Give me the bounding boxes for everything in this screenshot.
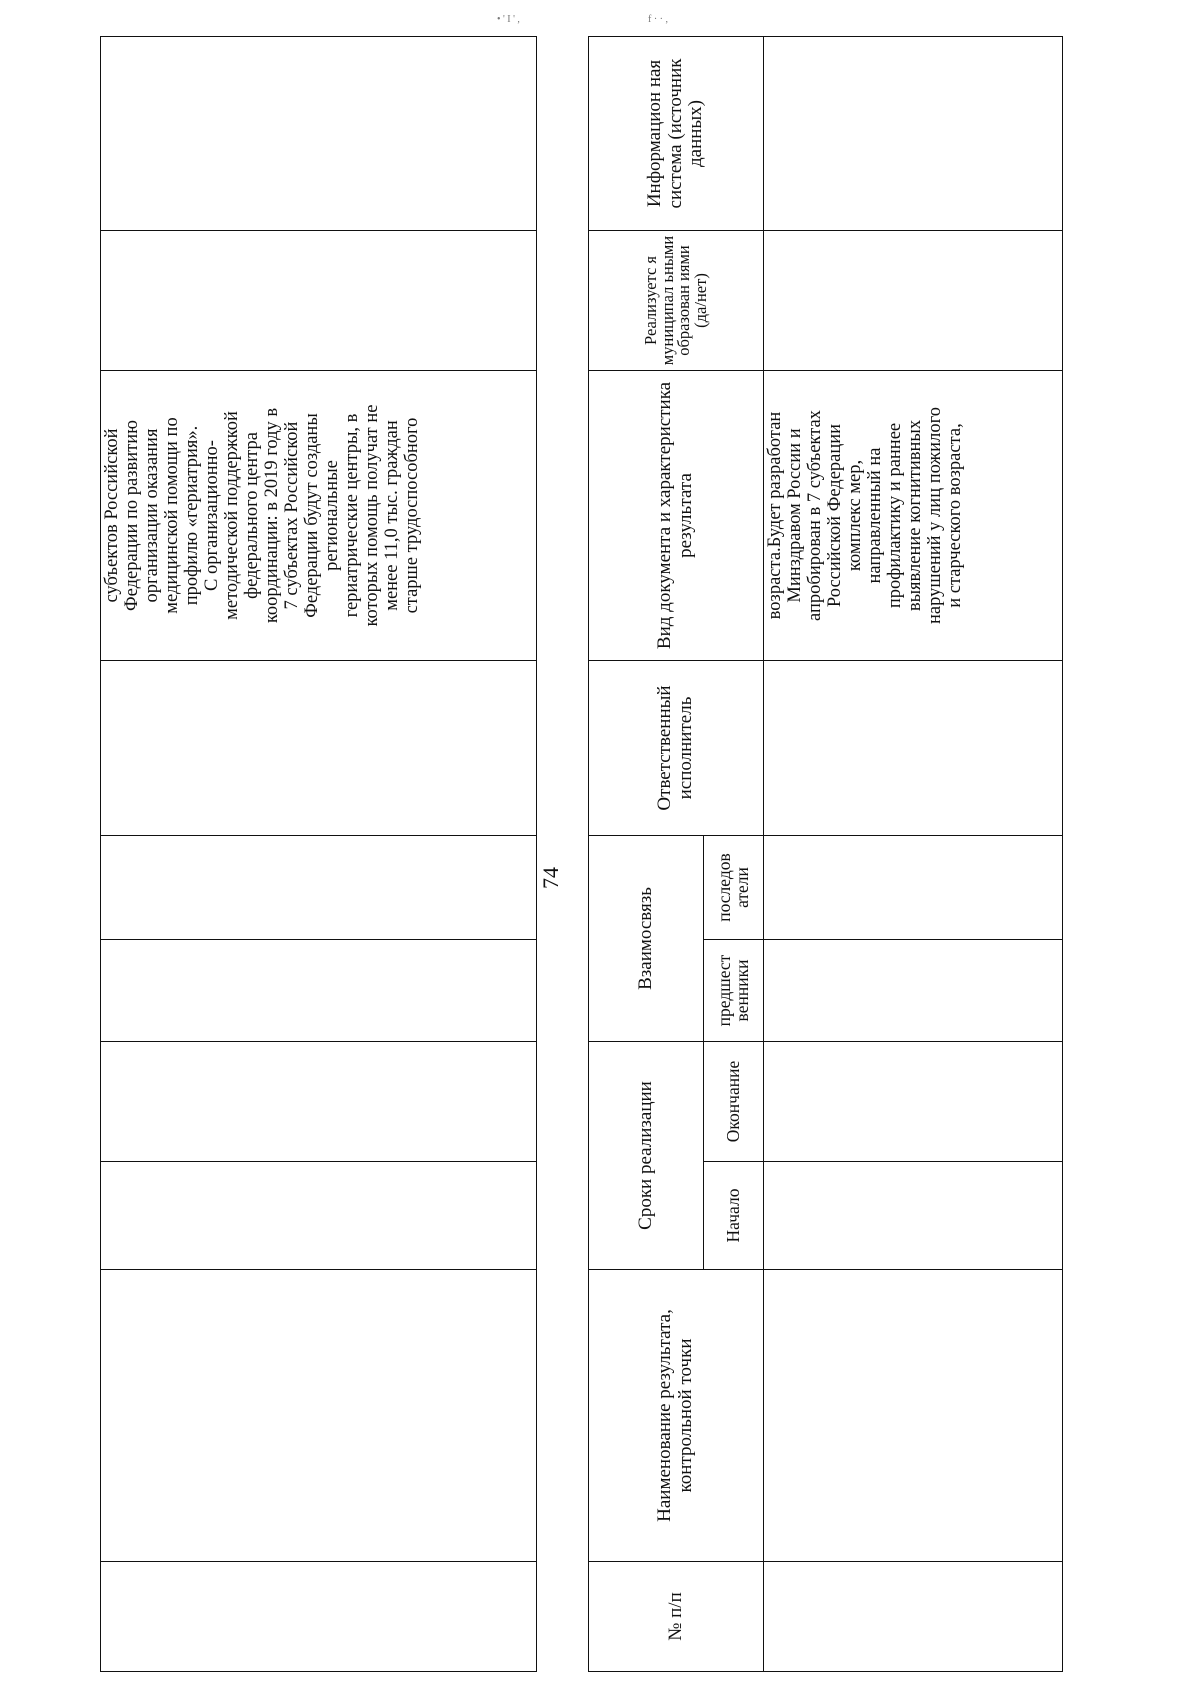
row-municipal	[764, 231, 1063, 371]
header-row	[589, 37, 704, 1672]
header-municipal: Реализуетс я муниципал ьными образован иями (да/нет)	[589, 231, 764, 371]
row-predecessors	[764, 940, 1063, 1042]
header-successors: последов атели	[704, 836, 764, 940]
cell-end	[101, 1042, 537, 1162]
row-start	[764, 1162, 1063, 1270]
scan-mark-left: • ' I ' ,	[497, 14, 520, 25]
cell-description: субъектов Российской Федерации по развитию организации оказания медицинской помощи по профилю «гериатрия». С организационно- методической поддержкой федерального центра координации: в 2019 году в 7 субъектах Российской Федерации будут созданы региональные гериатрические центры, в которых помощь получат не менее 11,0 тыс. граждан старше трудоспособного	[101, 371, 537, 661]
continuation-table	[100, 36, 537, 1672]
row-name	[764, 1270, 1063, 1562]
cell-municipal	[101, 231, 537, 371]
row-num	[764, 1562, 1063, 1672]
row-successors	[764, 836, 1063, 940]
header-terms: Сроки реализации	[589, 1042, 704, 1270]
cell-predecessors	[101, 940, 537, 1042]
page-number: 74	[538, 867, 563, 889]
header-info-system: Информацион ная система (источник данных)	[589, 37, 764, 231]
continuation-row	[101, 37, 537, 1672]
header-responsible: Ответственный исполнитель	[589, 661, 764, 836]
cell-start	[101, 1162, 537, 1270]
scan-mark-right: f · · ,	[648, 14, 668, 25]
row-info-system	[764, 37, 1063, 231]
cell-info-system	[101, 37, 537, 231]
header-doc-type: Вид документа и характеристика результата	[589, 371, 764, 661]
row-end	[764, 1042, 1063, 1162]
header-start: Начало	[704, 1162, 764, 1270]
header-end: Окончание	[704, 1042, 764, 1162]
header-num: № п/п	[589, 1562, 764, 1672]
header-name: Наименование результата, контрольной точки	[589, 1270, 764, 1562]
results-table	[588, 36, 1063, 1672]
cell-successors	[101, 836, 537, 940]
row-responsible	[764, 661, 1063, 836]
cell-responsible	[101, 661, 537, 836]
cell-name	[101, 1270, 537, 1562]
data-row	[764, 37, 1063, 1672]
header-link: Взаимосвязь	[589, 836, 704, 1042]
cell-num	[101, 1562, 537, 1672]
row-description: возраста.Будет разработан Минздравом России и апробирован в 7 субъектах Российской Федерации комплекс мер, направленный на профилактику и раннее выявление когнитивных нарушений у лиц пожилого и старческого возраста,	[764, 371, 1063, 661]
header-predecessors: предшест венники	[704, 940, 764, 1042]
